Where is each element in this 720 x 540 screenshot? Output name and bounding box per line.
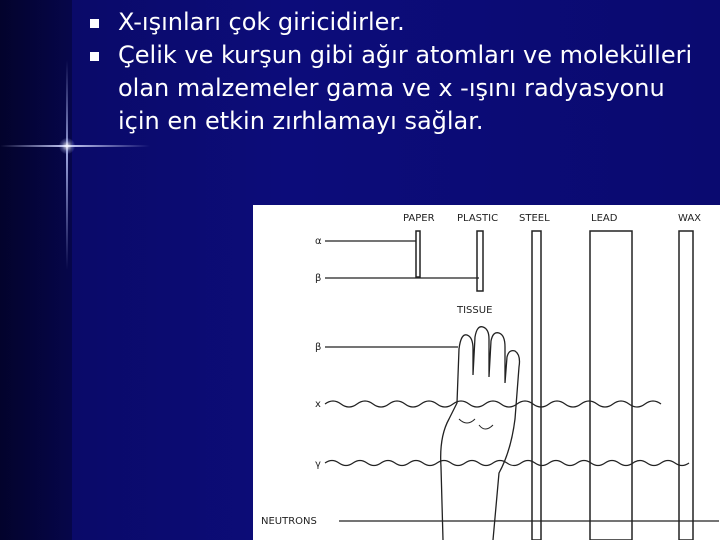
radiation-label-x: x <box>315 399 321 410</box>
material-label-wax: WAX <box>678 213 702 224</box>
bullet-text: Çelik ve kurşun gibi ağır atomları ve molekülleri olan malzemeler gama ve x -ışını radyasyonu için en etkin zırhlamayı sağlar. <box>118 41 693 135</box>
gamma-ray-wave <box>325 461 689 466</box>
light-flare-vertical <box>66 60 68 270</box>
left-dark-band <box>0 0 72 540</box>
material-label-lead: LEAD <box>591 213 618 224</box>
radiation-label-gamma: γ <box>315 459 321 470</box>
lead-slab <box>590 231 632 540</box>
bullet-item <box>88 6 708 39</box>
radiation-label-beta: β <box>315 273 322 284</box>
radiation-shielding-figure <box>253 205 720 540</box>
steel-slab <box>532 231 541 540</box>
bullet-list <box>88 6 708 138</box>
hand-illustration <box>441 327 520 540</box>
neutrons-label: NEUTRONS <box>261 516 317 527</box>
radiation-label-alpha: α <box>315 236 322 247</box>
radiation-label-beta-tissue: β <box>315 342 322 353</box>
wax-slab <box>679 231 693 540</box>
square-bullet-icon <box>90 19 99 28</box>
material-label-plastic: PLASTIC <box>457 213 499 224</box>
bullet-text: X-ışınları çok giricidirler. <box>118 8 405 36</box>
square-bullet-icon <box>90 52 99 61</box>
paper-slab <box>416 231 420 277</box>
plastic-slab <box>477 231 483 291</box>
light-flare-core <box>59 138 75 154</box>
bullet-item <box>88 39 708 138</box>
light-flare-horizontal <box>0 145 150 147</box>
hand-knuckle-lines <box>459 419 493 429</box>
x-ray-wave <box>325 401 661 407</box>
material-label-paper: PAPER <box>403 213 435 224</box>
shielding-diagram <box>253 205 720 540</box>
material-label-steel: STEEL <box>519 213 550 224</box>
tissue-label: TISSUE <box>457 305 493 316</box>
